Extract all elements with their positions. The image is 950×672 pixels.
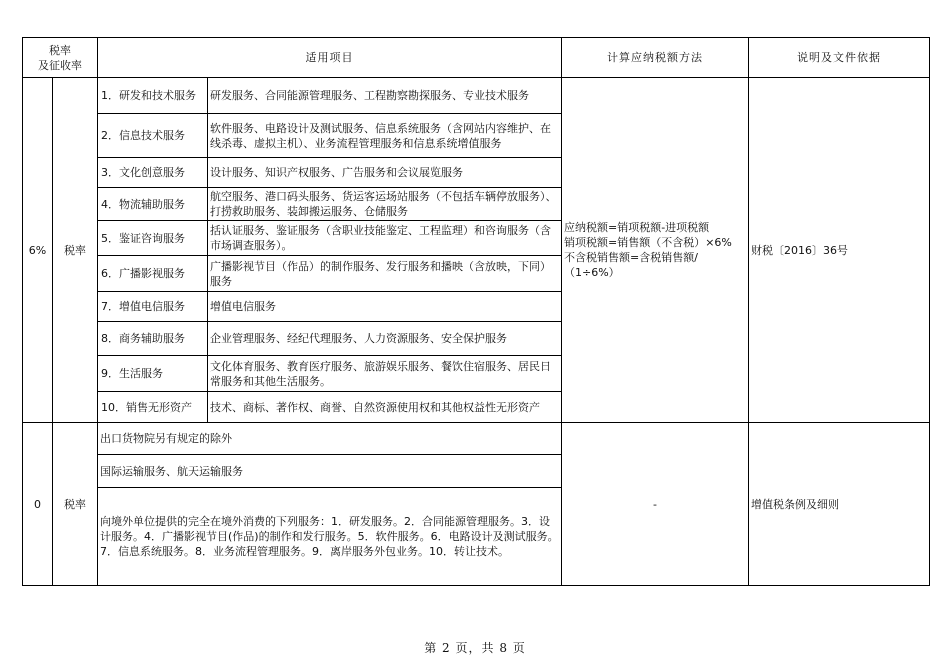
item-category: 6．广播影视服务	[98, 256, 208, 292]
calc-method: 应纳税额=销项税额-进项税额 销项税额=销售额（不含税）×6% 不含税销售额=含税销售额/（1÷6%）	[562, 78, 749, 423]
document-basis: 财税〔2016〕36号	[749, 78, 930, 423]
item-category: 9．生活服务	[98, 356, 208, 392]
item-detail: 国际运输服务、航天运输服务	[98, 455, 562, 488]
item-category: 7．增值电信服务	[98, 292, 208, 322]
calc-method: -	[562, 423, 749, 586]
header-method: 计算应纳税额方法	[562, 38, 749, 78]
item-category: 10．销售无形资产	[98, 392, 208, 423]
header-scope: 适用项目	[98, 38, 562, 78]
item-category: 4．物流辅助服务	[98, 188, 208, 221]
rate-label: 税率	[53, 78, 98, 423]
page-footer: 第 2 页，共 8 页	[424, 641, 526, 655]
item-detail: 企业管理服务、经纪代理服务、人力资源服务、安全保护服务	[208, 322, 562, 356]
item-category: 5．鉴证咨询服务	[98, 221, 208, 256]
item-category: 8．商务辅助服务	[98, 322, 208, 356]
item-detail: 设计服务、知识产权服务、广告服务和会议展览服务	[208, 158, 562, 188]
table-row	[23, 78, 930, 114]
item-detail: 研发服务、合同能源管理服务、工程勘察勘探服务、专业技术服务	[208, 78, 562, 114]
item-detail: 增值电信服务	[208, 292, 562, 322]
header-basis: 说明及文件依据	[749, 38, 930, 78]
item-category: 2．信息技术服务	[98, 114, 208, 158]
item-detail: 文化体育服务、教育医疗服务、旅游娱乐服务、餐饮住宿服务、居民日常服务和其他生活服务。	[208, 356, 562, 392]
item-detail: 出口货物院另有规定的除外	[98, 423, 562, 455]
table-row	[23, 423, 930, 455]
rate-label: 税率	[53, 423, 98, 586]
rate-value: 0	[23, 423, 53, 586]
item-detail: 软件服务、电路设计及测试服务、信息系统服务（含网站内容维护、在线杀毒、虚拟主机）、业务流程管理服务和信息系统增值服务	[208, 114, 562, 158]
item-detail: 广播影视节目（作品）的制作服务、发行服务和播映（含放映，下同）服务	[208, 256, 562, 292]
document-basis: 增值税条例及细则	[749, 423, 930, 586]
item-detail: 向境外单位提供的完全在境外消费的下列服务：1．研发服务。2．合同能源管理服务。3．设计服务。4．广播影视节目(作品)的制作和发行服务。5．软件服务。6．电路设计及测试服务。7．信息系统服务。8．业务流程管理服务。9．离岸服务外包业务。10．转让技术。	[98, 488, 562, 586]
item-detail: 航空服务、港口码头服务、货运客运场站服务（不包括车辆停放服务）、打捞救助服务、装卸搬运服务、仓储服务	[208, 188, 562, 221]
item-detail: 技术、商标、著作权、商誉、自然资源使用权和其他权益性无形资产	[208, 392, 562, 423]
item-detail: 括认证服务、鉴证服务（含职业技能鉴定、工程监理）和咨询服务（含市场调查服务）。	[208, 221, 562, 256]
item-category: 1．研发和技术服务	[98, 78, 208, 114]
tax-rate-table	[22, 37, 930, 586]
header-rate: 税率 及征收率	[23, 38, 98, 78]
item-category: 3．文化创意服务	[98, 158, 208, 188]
rate-value: 6%	[23, 78, 53, 423]
header-row	[23, 38, 930, 78]
